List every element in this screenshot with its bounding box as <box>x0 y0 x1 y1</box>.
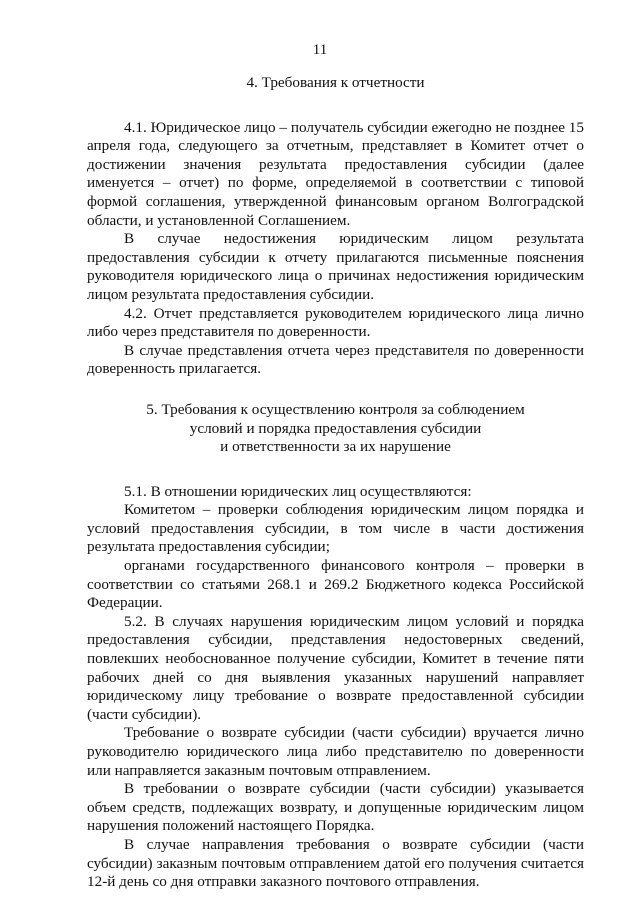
paragraph-5-2-mail-date: В случае направления требования о возврате субсидии (части субсидии) заказным почтовым отправлением датой его получения считается 12-й день со дня отправки заказного почтового отправления. <box>87 835 584 891</box>
section-5-heading <box>87 401 584 457</box>
paragraph-5-2: 5.2. В случаях нарушения юридическим лицом условий и порядка предоставления субсидии, представления недостоверных сведений, повлекших необоснованное получение субсидии, Комитет в течение пяти рабочих дней со дня выявления указанных нарушений направляет юридическому лицу требование о возврате предоставленной субсидии (части субсидии). <box>87 612 584 723</box>
document-body <box>87 74 584 892</box>
section-5-heading-line: 5. Требования к осуществлению контроля за соблюдением <box>146 400 525 418</box>
paragraph-5-1-committee: Комитетом – проверки соблюдения юридическим лицом порядка и условий предоставления субсидии, в том числе в части достижения результата предоставления субсидии; <box>87 501 584 556</box>
paragraph-5-1-control-bodies: органами государственного финансового контроля – проверки в соответствии со статьями 268.1 и 269.2 Бюджетного кодекса Российской Федерации. <box>87 557 584 612</box>
section-5-heading-line: условий и порядка предоставления субсидии <box>189 419 482 437</box>
paragraph-4-1-nonachievement: В случае недостижения юридическим лицом результата предоставления субсидии к отчету прилагаются письменные пояснения руководителя юридического лица о причинах недостижения юридическим лицом результата предоставления субсидии. <box>87 230 584 303</box>
paragraph-4-2: 4.2. Отчет представляется руководителем юридического лица лично либо через представителя по доверенности. <box>87 304 584 341</box>
page-number: 11 <box>312 42 328 58</box>
paragraph-4-2-representative: В случае представления отчета через представителя по доверенности доверенность прилагается. <box>87 341 584 378</box>
section-5-heading-line: и ответственности за их нарушение <box>220 438 451 456</box>
section-4-heading: 4. Требования к отчетности <box>246 74 425 91</box>
paragraph-4-1: 4.1. Юридическое лицо – получатель субсидии ежегодно не позднее 15 апреля года, следующего за отчетным, представляет в Комитет отчет о достижении значения результата предоставления субсидии (далее именуется – отчет) по форме, определяемой в соответствии с типовой формой соглашения, утвержденной финансовым органом Волгоградской области, и установленной Соглашением. <box>87 118 584 229</box>
paragraph-5-2-delivery: Требование о возврате субсидии (части субсидии) вручается лично руководителю юридического лица либо представителю по доверенности или направляется заказным почтовым отправлением. <box>87 724 584 779</box>
paragraph-5-1: 5.1. В отношении юридических лиц осуществляются: <box>124 482 472 500</box>
paragraph-5-2-content: В требовании о возврате субсидии (части субсидии) указывается объем средств, подлежащих возврату, и допущенные юридическим лицом нарушения положений настоящего Порядка. <box>87 780 584 835</box>
